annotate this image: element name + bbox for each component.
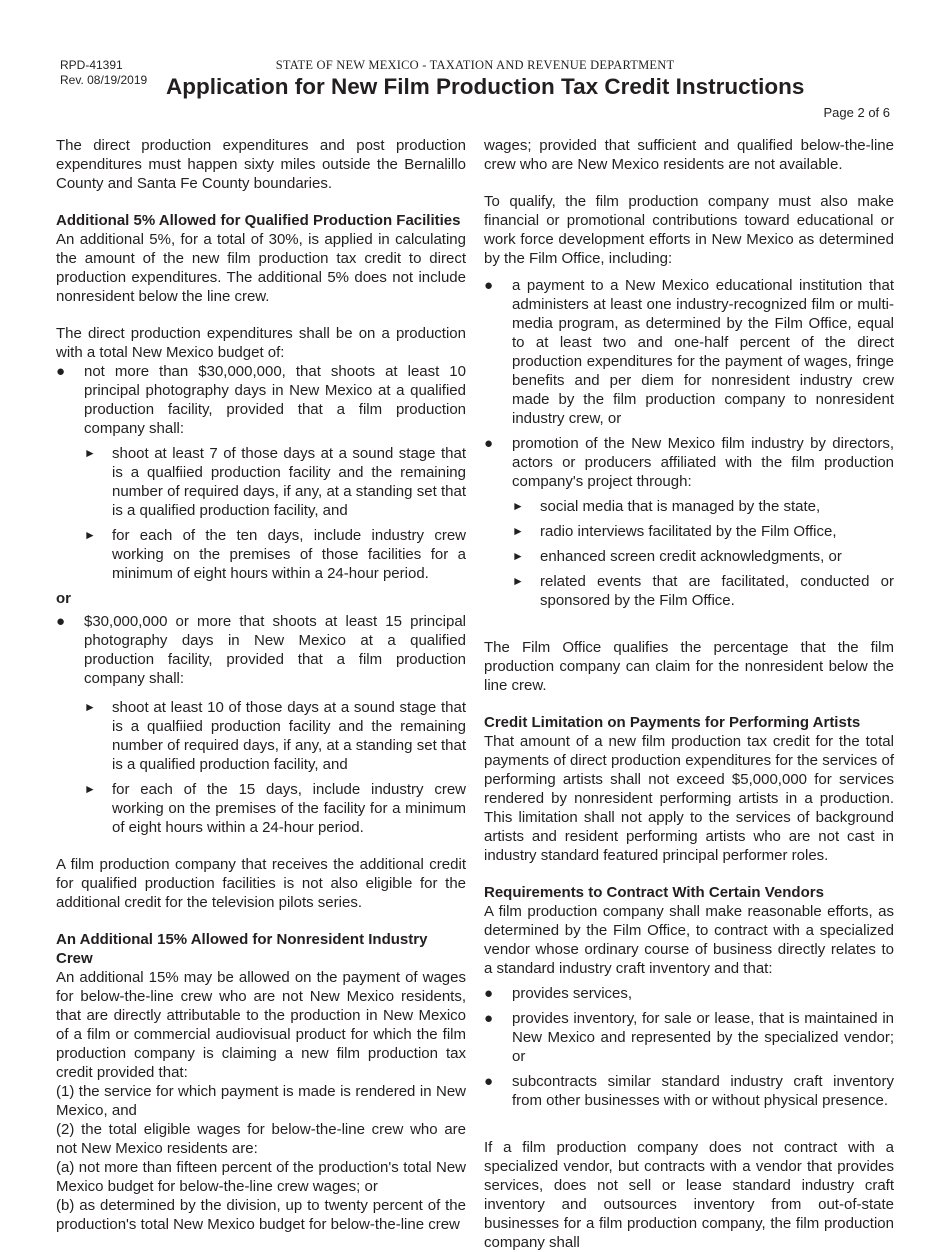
list-item-text: not more than $30,000,000, that shoots at least 10 principal photography days in New Mexico at a qualified production facility, provided that a film production company shall: — [84, 363, 466, 437]
budget-list — [56, 362, 466, 583]
page-number: Page 2 of 6 — [823, 105, 890, 120]
list-item — [84, 526, 466, 583]
list-item — [84, 444, 466, 520]
list-item-text: a payment to a New Mexico educational institution that administers at least one industry-recognized film or multi-media program, as determined by the Film Office, equal to at least two and one-half percent of the direct production expenditures for the payment of wages, fringe benefits and per diem for nonresident industry crew made by the film production company to nonresident industry crew, or — [512, 277, 894, 427]
list-item — [484, 984, 894, 1003]
left-column — [56, 136, 466, 1234]
bullet-icon: ● — [484, 277, 494, 294]
list-item-text: for each of the 15 days, include industry crew working on the premises of the facility for a minimum of eight hours within a 24-hour period. — [112, 781, 466, 836]
bullet-icon: ● — [56, 363, 66, 380]
list-item — [484, 1072, 894, 1110]
contribution-list — [484, 276, 894, 610]
triangle-bullet-icon: ► — [512, 524, 524, 538]
section-heading-nonresident: An Additional 15% Allowed for Nonresident Industry Crew — [56, 931, 428, 967]
paragraph: That amount of a new film production tax credit for the total payments of direct production expenditures for the services of performing artists shall not exceed $5,000,000 for services rendered by nonresident performing artists in a production. This limitation shall not apply to the services of background artists and resident performing artists who are not cast in industry standard featured principal performer roles. — [484, 733, 894, 864]
list-item-text: shoot at least 7 of those days at a sound stage that is a qualfiied production facility and the remaining number of required days, if any, at a standing set that is a qualified production facility, and — [112, 445, 466, 519]
list-item — [56, 612, 466, 837]
list-item — [484, 276, 894, 428]
paragraph: An additional 5%, for a total of 30%, is applied in calculating the amount of the new film production tax credit to direct production expenditures. The additional 5% does not include nonresident below the line crew. — [56, 231, 466, 305]
bullet-icon: ● — [484, 1010, 494, 1027]
bullet-icon: ● — [484, 1073, 494, 1090]
paragraph: An additional 15% may be allowed on the payment of wages for below-the-line crew who are not New Mexico residents, that are directly attributable to the production in New Mexico of a film or commercial audiovisual product for which the film production company is claiming a new film production tax credit provided that: — [56, 969, 466, 1081]
vendor-list — [484, 984, 894, 1110]
sub-list — [512, 497, 894, 610]
sub-list — [84, 444, 466, 583]
paragraph: The direct production expenditures and post production expenditures must happen sixty miles outside the Bernalillo County and Santa Fe County boundaries. — [56, 137, 466, 192]
bullet-icon: ● — [484, 435, 494, 452]
condition-item: (b) as determined by the division, up to twenty percent of the production's total New Mexico budget for below-the-line crew — [56, 1197, 466, 1233]
agency-name: STATE OF NEW MEXICO - TAXATION AND REVENUE DEPARTMENT — [275, 58, 675, 72]
list-item-text: provides services, — [512, 985, 633, 1002]
list-item — [512, 522, 894, 541]
condition-item: (1) the service for which payment is made is rendered in New Mexico, and — [56, 1083, 466, 1119]
list-item — [512, 547, 894, 566]
list-item-text: related events that are facilitated, conducted or sponsored by the Film Office. — [540, 573, 894, 609]
paragraph: If a film production company does not contract with a specialized vendor, but contracts with a vendor that provides services, does not sell or lease standard industry craft inventory and outsources inventory from out-of-state businesses for a film production company, the film production company shall — [484, 1139, 894, 1251]
list-item-text: $30,000,000 or more that shoots at least 15 principal photography days in New Mexico at a qualified production facility, provided that a film production company shall: — [84, 613, 466, 687]
list-item — [512, 497, 894, 516]
list-item — [484, 434, 894, 610]
list-item-text: provides inventory, for sale or lease, that is maintained in New Mexico and represented by the specialized vendor; or — [512, 1010, 894, 1065]
list-item-text: social media that is managed by the state, — [540, 498, 821, 515]
triangle-bullet-icon: ► — [84, 700, 96, 714]
list-item-text: enhanced screen credit acknowledgments, or — [540, 548, 842, 565]
section-heading-vendors: Requirements to Contract With Certain Vendors — [484, 884, 824, 901]
bullet-icon: ● — [56, 613, 66, 630]
page-title: Application for New Film Production Tax Credit Instructions — [166, 74, 805, 99]
list-item — [484, 1009, 894, 1066]
revision-date: Rev. 08/19/2019 — [60, 73, 148, 87]
paragraph: The direct production expenditures shall be on a production with a total New Mexico budget of: — [56, 325, 466, 361]
list-item-text: subcontracts similar standard industry craft inventory from other businesses with or without physical presence. — [512, 1073, 894, 1109]
triangle-bullet-icon: ► — [84, 782, 96, 796]
list-item-text: for each of the ten days, include industry crew working on the premises of those facilities for a minimum of eight hours within a 24-hour period. — [112, 527, 466, 582]
list-item — [84, 698, 466, 774]
list-item — [512, 572, 894, 610]
bullet-icon: ● — [484, 985, 494, 1002]
list-item-text: promotion of the New Mexico film industry by directors, actors or producers affiliated with the film production company's project through: — [512, 435, 894, 490]
list-item — [56, 362, 466, 583]
triangle-bullet-icon: ► — [512, 499, 524, 513]
sub-list — [84, 698, 466, 837]
form-number: RPD-41391 — [60, 58, 123, 72]
paragraph: wages; provided that sufficient and qualified below-the-line crew who are New Mexico residents are not available. — [484, 137, 894, 173]
right-column — [484, 136, 894, 1252]
paragraph: The Film Office qualifies the percentage that the film production company can claim for the nonresident below the line crew. — [484, 639, 894, 694]
list-item-text: shoot at least 10 of those days at a sound stage that is a qualfiied production facility and the remaining number of required days, if any, at a standing set that is a qualified production facility, and — [112, 699, 466, 773]
list-item — [84, 780, 466, 837]
paragraph: A film production company that receives the additional credit for qualified production facilities is not also eligible for the additional credit for the television pilots series. — [56, 856, 466, 911]
section-heading-artists: Credit Limitation on Payments for Performing Artists — [484, 714, 861, 731]
triangle-bullet-icon: ► — [84, 528, 96, 542]
list-item-text: radio interviews facilitated by the Film Office, — [540, 523, 837, 540]
or-separator: or — [56, 590, 71, 607]
triangle-bullet-icon: ► — [512, 549, 524, 563]
paragraph: A film production company shall make reasonable efforts, as determined by the Film Office, to contract with a specialized vendor whose ordinary course of business directly relates to a standard industry craft inventory and that: — [484, 903, 894, 977]
triangle-bullet-icon: ► — [512, 574, 524, 588]
section-heading-facilities: Additional 5% Allowed for Qualified Production Facilities — [56, 212, 461, 229]
condition-item: (2) the total eligible wages for below-the-line crew who are not New Mexico residents are: — [56, 1121, 466, 1157]
budget-list-alt — [56, 612, 466, 837]
condition-item: (a) not more than fifteen percent of the production's total New Mexico budget for below-the-line crew wages; or — [56, 1159, 466, 1195]
triangle-bullet-icon: ► — [84, 446, 96, 460]
paragraph: To qualify, the film production company must also make financial or promotional contributions toward educational or work force development efforts in New Mexico as determined by the Film Office, including: — [484, 193, 894, 267]
